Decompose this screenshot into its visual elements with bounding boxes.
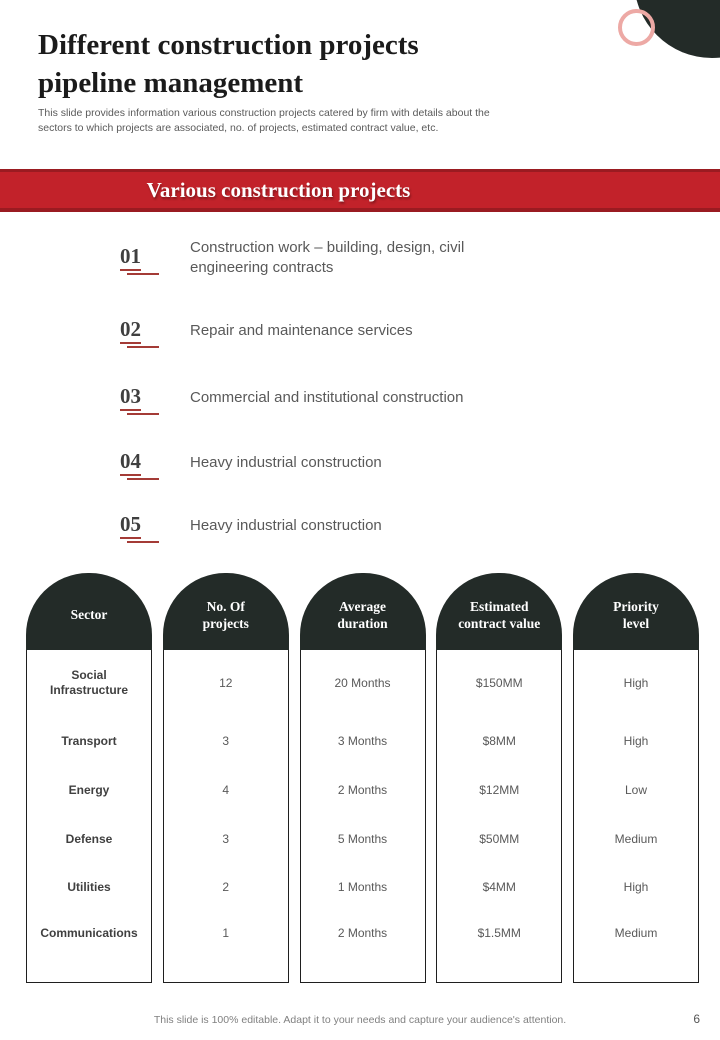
table-cell: High — [623, 733, 649, 748]
column-header-line: contract value — [458, 615, 541, 631]
column-body — [163, 650, 289, 983]
table-cell: Transport — [61, 733, 117, 748]
item-number-wrap — [120, 318, 190, 344]
column-header-line: Sector — [70, 607, 108, 622]
table-cell: $4MM — [482, 879, 516, 894]
column-body — [573, 650, 699, 983]
item-text: Heavy industrial construction — [190, 517, 382, 534]
table-column-priority-level — [573, 573, 699, 983]
column-header — [26, 573, 152, 650]
table-cell: High — [623, 675, 649, 690]
table-column-average-duration — [300, 573, 426, 983]
table-cell: Defense — [65, 831, 113, 846]
table-cell: 2 Months — [337, 925, 388, 940]
column-header — [436, 573, 562, 650]
table-cell: Social Infrastructure — [49, 668, 129, 697]
list-item — [120, 450, 505, 476]
table-cell: $150MM — [475, 675, 523, 690]
column-header-line: Estimated — [470, 598, 529, 614]
page-number: 6 — [693, 1012, 700, 1026]
table-cell: $8MM — [482, 733, 516, 748]
table-cell: $1.5MM — [477, 925, 521, 940]
item-number: 05 — [120, 513, 141, 539]
table-column-sector — [26, 573, 152, 983]
column-header-line: Priority — [613, 598, 659, 614]
table-cell: 4 — [222, 782, 230, 797]
table-column-no-of-projects — [163, 573, 289, 983]
column-header-line: No. Of — [206, 598, 245, 614]
item-text: Construction work – building, design, civil engineering contracts — [190, 239, 465, 276]
item-number-wrap — [120, 385, 190, 411]
table-cell: High — [623, 879, 649, 894]
section-banner-label: Various construction projects — [146, 178, 411, 202]
table-cell: 2 — [222, 879, 230, 894]
column-header-line: duration — [337, 615, 388, 631]
item-text: Repair and maintenance services — [190, 322, 413, 339]
list-item — [120, 238, 505, 278]
list-item — [120, 318, 505, 344]
table-cell: 20 Months — [334, 675, 391, 690]
column-header-line: Average — [339, 598, 386, 614]
table-cell: 1 — [222, 925, 230, 940]
projects-table — [26, 573, 699, 983]
column-header — [163, 573, 289, 650]
list-item — [120, 513, 505, 539]
table-cell: 1 Months — [337, 879, 388, 894]
section-banner — [0, 169, 720, 212]
column-body — [26, 650, 152, 983]
item-number: 02 — [120, 318, 141, 344]
item-number-wrap — [120, 245, 190, 271]
table-cell: Low — [624, 782, 647, 797]
item-number: 04 — [120, 450, 141, 476]
column-header — [573, 573, 699, 650]
page-subtitle: This slide provides information various construction projects catered by firm with details about the sectors to which projects are associated, no. of projects, estimated contract value, etc. — [38, 107, 490, 134]
table-column-estimated-contract-value — [436, 573, 562, 983]
item-text: Commercial and institutional construction — [190, 389, 464, 406]
table-cell: 2 Months — [337, 782, 388, 797]
table-cell: $12MM — [479, 782, 520, 797]
table-cell: 5 Months — [337, 831, 388, 846]
item-number-wrap — [120, 450, 190, 476]
list-item — [120, 385, 505, 411]
item-text: Heavy industrial construction — [190, 454, 382, 471]
table-cell: Communications — [40, 925, 138, 940]
item-number: 01 — [120, 245, 141, 271]
decor-pink-ring — [618, 9, 655, 46]
column-body — [436, 650, 562, 983]
column-body — [300, 650, 426, 983]
page-title: Different construction projects pipeline management — [38, 29, 419, 99]
item-number: 03 — [120, 385, 141, 411]
footer-note: This slide is 100% editable. Adapt it to your needs and capture your audience's attention. — [153, 1014, 567, 1026]
project-list — [120, 238, 505, 539]
table-cell: 12 — [219, 675, 233, 690]
table-cell: Utilities — [67, 879, 111, 894]
table-cell: Medium — [614, 831, 658, 846]
item-number-wrap — [120, 513, 190, 539]
table-cell: 3 — [222, 733, 230, 748]
table-cell: 3 Months — [337, 733, 388, 748]
column-header — [300, 573, 426, 650]
table-cell: Medium — [614, 925, 658, 940]
table-cell: Energy — [68, 782, 110, 797]
table-cell: $50MM — [479, 831, 520, 846]
table-cell: 3 — [222, 831, 230, 846]
column-header-line: projects — [202, 615, 249, 631]
column-header-line: level — [622, 615, 650, 631]
